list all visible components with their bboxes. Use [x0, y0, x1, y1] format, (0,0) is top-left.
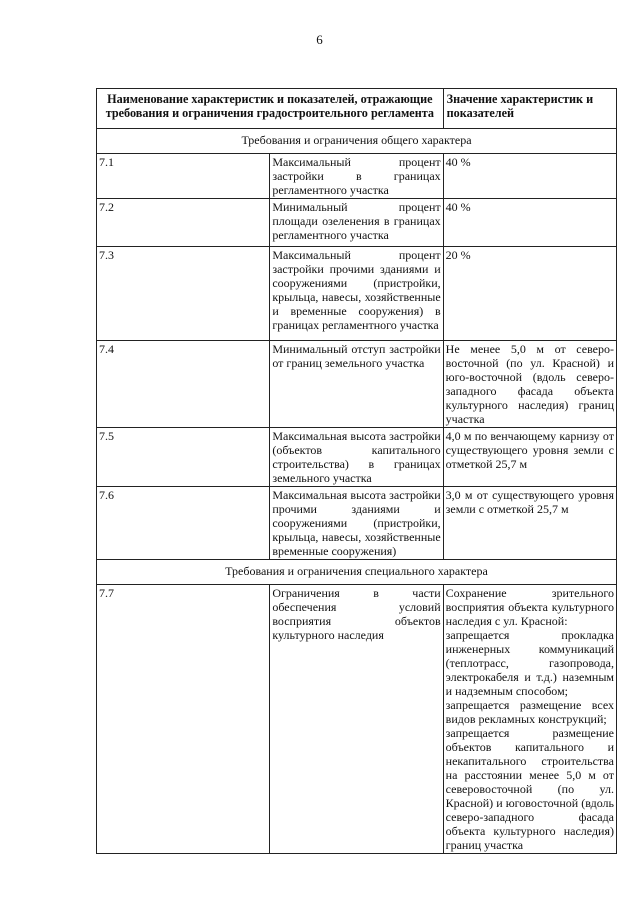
table-row	[97, 428, 617, 487]
row-number: 7.5	[97, 428, 270, 487]
row-value: 4,0 м по венчающему карнизу от существующего уровня земли с отметкой 25,7 м	[443, 428, 616, 487]
row-number: 7.1	[97, 154, 270, 199]
row-name: Максимальная высота застройки прочими зданиями и сооружениями (пристройки, крыльца, навесы, хозяйственные временные сооружения)	[270, 487, 443, 560]
row-value: 40 %	[443, 154, 616, 199]
value-paragraph: запрещается прокладка инженерных коммуникаций (теплотрасс, газопровода, электрокабеля и т.д.) наземным и надземным способом;	[445, 628, 614, 698]
table-row	[97, 487, 617, 560]
table-row	[97, 199, 617, 247]
section-row-general	[97, 129, 617, 154]
row-name: Ограничения в части обеспечения условий восприятия объектов культурного наследия	[270, 585, 443, 854]
row-number: 7.2	[97, 199, 270, 247]
table-row	[97, 247, 617, 341]
section-title-general: Требования и ограничения общего характера	[97, 129, 617, 154]
row-name: Максимальный процент застройки в границах регламентного участка	[270, 154, 443, 199]
table-row	[97, 154, 617, 199]
row-value	[443, 585, 616, 854]
header-name-cell: Наименование характеристик и показателей, отражающие требования и ограничения градостроительного регламента	[97, 89, 444, 129]
row-value: Не менее 5,0 м от северо-восточной (по ул. Красной) и юго-восточной (вдоль северо-западного фасада объекта культурного наследия) границ участка	[443, 341, 616, 428]
section-row-special	[97, 560, 617, 585]
row-value: 3,0 м от существующего уровня земли с отметкой 25,7 м	[443, 487, 616, 560]
regulation-table	[96, 88, 617, 854]
value-paragraph: запрещается размещение всех видов рекламных конструкций;	[445, 698, 614, 726]
row-number: 7.3	[97, 247, 270, 341]
row-value: 40 %	[443, 199, 616, 247]
table-row	[97, 585, 617, 854]
row-name: Минимальный отступ застройки от границ земельного участка	[270, 341, 443, 428]
value-paragraph: запрещается размещение объектов капитального и некапитального строительства на расстоянии менее 5,0 м от северовосточной (по ул. Красной) и юговосточной (вдоль северо-западного фасада объекта культурного наследия) границ участка	[445, 726, 614, 852]
row-value: 20 %	[443, 247, 616, 341]
row-name: Максимальная высота застройки (объектов капитального строительства) в границах земельного участка	[270, 428, 443, 487]
row-number: 7.7	[97, 585, 270, 854]
table-header-row	[97, 89, 617, 129]
header-value-cell: Значение характеристик и показателей	[443, 89, 616, 129]
row-name: Минимальный процент площади озеленения в границах регламентного участка	[270, 199, 443, 247]
row-number: 7.4	[97, 341, 270, 428]
table-row	[97, 341, 617, 428]
section-title-special: Требования и ограничения специального характера	[97, 560, 617, 585]
page-number: 6	[316, 32, 323, 47]
row-number: 7.6	[97, 487, 270, 560]
row-name: Максимальный процент застройки прочими зданиями и сооружениями (пристройки, крыльца, навесы, хозяйственные и временные сооружения) в границах регламентного участка	[270, 247, 443, 341]
value-paragraph: Сохранение зрительного восприятия объекта культурного наследия с ул. Красной:	[445, 586, 614, 628]
